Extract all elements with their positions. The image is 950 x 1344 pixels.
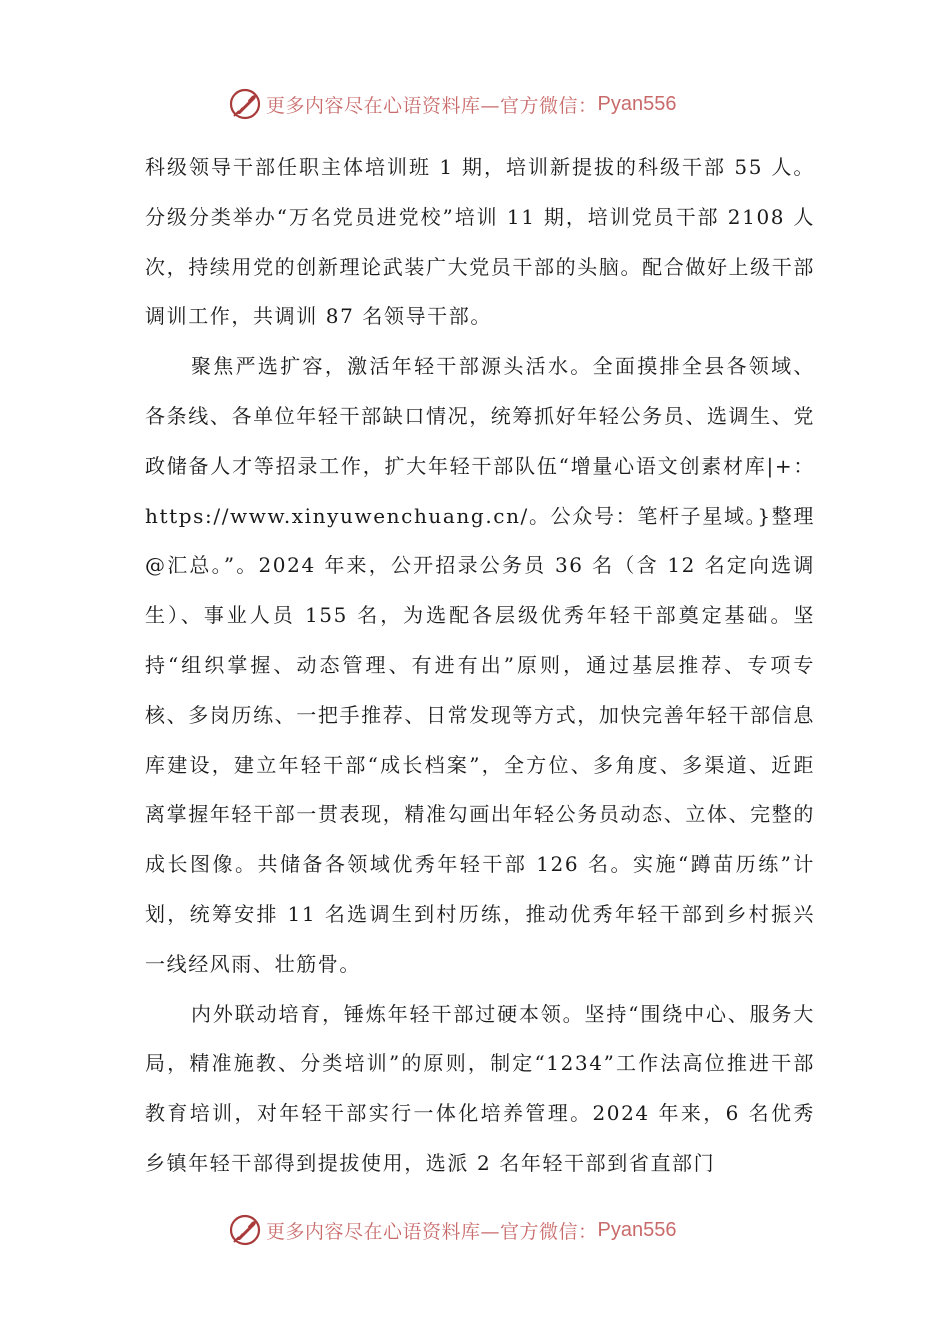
- footer-banner: [228, 1210, 676, 1250]
- quill-logo-icon: [228, 87, 262, 121]
- quill-logo-icon: [228, 1213, 262, 1247]
- footer-banner-wechat-id: Pyan556: [597, 1218, 677, 1241]
- header-banner-wechat-id: Pyan556: [597, 92, 677, 115]
- header-banner: [228, 84, 676, 124]
- footer-banner-text: 更多内容尽在心语资料库—官方微信：: [266, 1220, 598, 1243]
- paragraph-1: 科级领导干部任职主体培训班 1 期，培训新提拔的科级干部 55 人。分级分类举办“万名党员进党校”培训 11 期，培训党员干部 2108 人次，持续用党的创新理论武装广大党员干部的头脑。配合做好上级干部调训工作，共调训 87 名领导干部。: [145, 155, 815, 329]
- header-banner-text: 更多内容尽在心语资料库—官方微信：: [266, 94, 598, 117]
- paragraph-3: 内外联动培育，锤炼年轻干部过硬本领。坚持“围绕中心、服务大局，精准施教、分类培训”的原则，制定“1234”工作法高位推进干部教育培训，对年轻干部实行一体化培养管理。2024 年来，6 名优秀乡镇年轻干部得到提拔使用，选派 2 名年轻干部到省直部门: [145, 1001, 815, 1175]
- document-body: [145, 143, 815, 1189]
- paragraph-2: 聚焦严选扩容，激活年轻干部源头活水。全面摸排全县各领域、各条线、各单位年轻干部缺口情况，统筹抓好年轻公务员、选调生、党政储备人才等招录工作，扩大年轻干部队伍“增量心语文创素材库|+：https://www.xinyuwenchuang.cn/。公众号：笔杆子星域。}整理@汇总。”。2024 年来，公开招录公务员 36 名（含 12 名定向选调生）、事业人员 155 名，为选配各层级优秀年轻干部奠定基础。坚持“组织掌握、动态管理、有进有出”原则，通过基层推荐、专项专核、多岗历练、一把手推荐、日常发现等方式，加快完善年轻干部信息库建设，建立年轻干部“成长档案”，全方位、多角度、多渠道、近距离掌握年轻干部一贯表现，精准勾画出年轻公务员动态、立体、完整的成长图像。共储备各领域优秀年轻干部 126 名。实施“蹲苗历练”计划，统筹安排 11 名选调生到村历练，推动优秀年轻干部到乡村振兴一线经风雨、壮筋骨。: [145, 354, 815, 976]
